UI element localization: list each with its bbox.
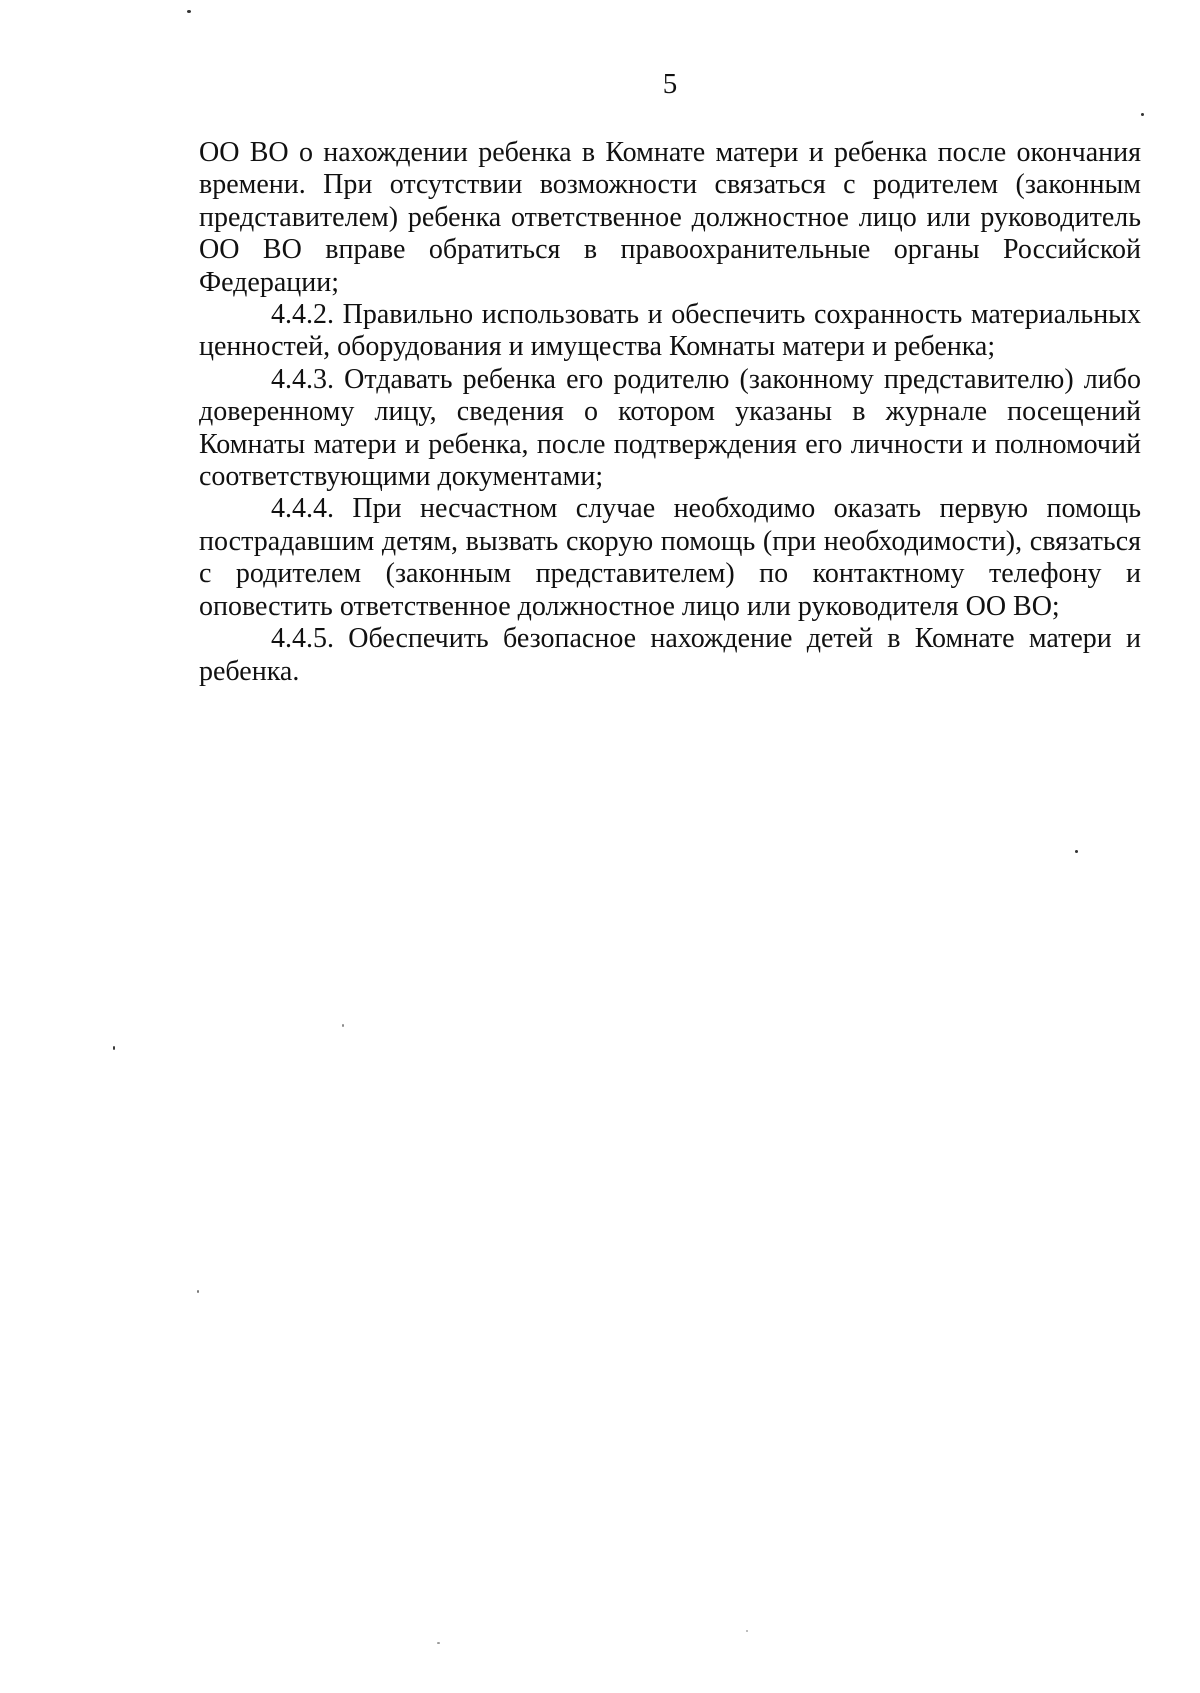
paragraph-4-4-3: 4.4.3. Отдавать ребенка его родителю (законному представителю) либо доверенному лицу, сведения о котором указаны в журнале посещений Комнаты матери и ребенка, после подтверждения его личности и полномочий соответствующими документами; (199, 363, 1141, 493)
document-body (199, 137, 1141, 688)
paragraph-4-4-5: 4.4.5. Обеспечить безопасное нахождение детей в Комнате матери и ребенка. (199, 623, 1141, 687)
page-number: 5 (662, 68, 678, 100)
paragraph-4-4-4: 4.4.4. При несчастном случае необходимо оказать первую помощь пострадавшим детям, вызвать скорую помощь (при необходимости), связаться с родителем (законным представителем) по контактному телефону и оповестить ответственное должностное лицо или руководителя ОО ВО; (199, 493, 1141, 622)
scan-speck (746, 1630, 748, 1632)
paragraph-continuation: ОО ВО о нахождении ребенка в Комнате матери и ребенка после окончания времени. При отсутствии возможности связаться с родителем (законным представителем) ребенка ответственное должностное лицо или руководитель ОО ВО вправе обратиться в правоохранительные органы Российской Федерации; (199, 137, 1141, 298)
scan-speck (1141, 113, 1144, 116)
scan-speck (437, 1642, 440, 1644)
scan-speck (342, 1024, 344, 1027)
paragraph-4-4-2: 4.4.2. Правильно использовать и обеспечить сохранность материальных ценностей, оборудования и имущества Комнаты матери и ребенка; (199, 299, 1141, 363)
scan-speck (187, 10, 191, 13)
scan-speck (1075, 850, 1078, 853)
scan-speck (197, 1290, 199, 1293)
scan-speck (113, 1046, 115, 1050)
